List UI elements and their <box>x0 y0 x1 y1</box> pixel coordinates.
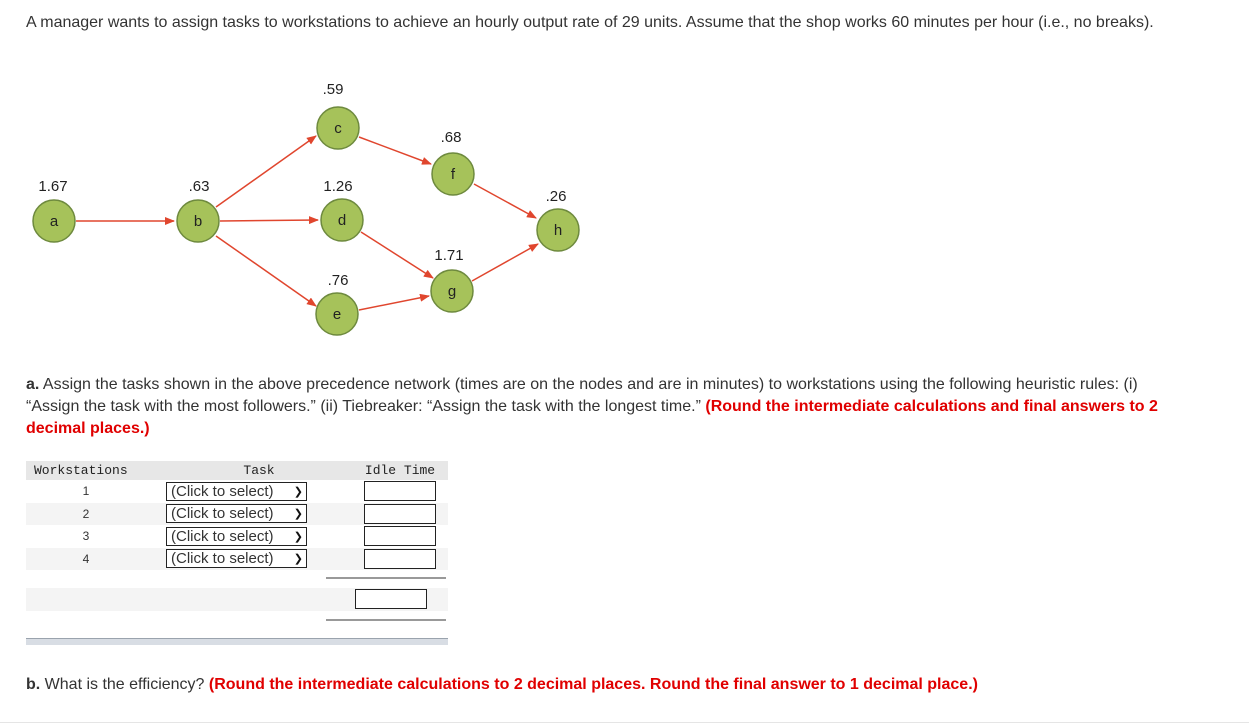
node-g-time: 1.71 <box>434 247 464 264</box>
header-workstations: Workstations <box>34 463 128 478</box>
node-b-time: .63 <box>188 178 210 195</box>
edge-b-d <box>220 220 318 221</box>
node-d <box>321 178 363 241</box>
header-idle-time: Idle Time <box>364 463 436 478</box>
total-divider-top <box>326 577 446 579</box>
task-select-value: (Click to select) <box>171 505 274 523</box>
header-task: Task <box>243 463 275 478</box>
task-select-value: (Click to select) <box>171 527 274 545</box>
node-e <box>316 272 358 335</box>
edge-b-c <box>216 136 316 207</box>
idle-time-input-2[interactable] <box>364 504 436 524</box>
workstation-number: 1 <box>82 484 90 499</box>
node-a-label: a <box>49 213 59 230</box>
part-a-instruction: (Round the intermediate calculations and final answers to 2 decimal places.) <box>26 398 1158 437</box>
task-select-value: (Click to select) <box>171 482 274 500</box>
total-divider-bottom <box>326 619 446 621</box>
chevron-down-icon: ❯ <box>293 530 303 543</box>
workstation-number: 3 <box>82 529 90 544</box>
edge-b-e <box>216 236 316 306</box>
node-c-time: .59 <box>322 81 344 98</box>
node-c <box>317 81 359 149</box>
node-h-label: h <box>553 222 563 239</box>
total-idle-time-input[interactable] <box>355 589 427 609</box>
node-f-time: .68 <box>440 129 462 146</box>
idle-time-input-1[interactable] <box>364 481 436 501</box>
table-header <box>26 461 448 480</box>
task-select-2[interactable] <box>166 504 307 523</box>
node-a-time: 1.67 <box>38 178 68 195</box>
node-d-label: d <box>337 212 347 229</box>
node-h <box>537 188 579 251</box>
table-row <box>26 503 448 526</box>
node-g-label: g <box>447 283 457 300</box>
node-b <box>177 178 219 242</box>
node-d-time: 1.26 <box>323 178 353 195</box>
part-b-question <box>26 674 1176 696</box>
node-e-time: .76 <box>327 272 349 289</box>
task-select-value: (Click to select) <box>171 550 274 568</box>
edge-e-g <box>359 296 429 310</box>
part-b-label: b. <box>26 676 41 693</box>
precedence-network <box>0 60 620 340</box>
part-a-question <box>26 374 1176 440</box>
workstation-table <box>26 461 448 570</box>
node-f <box>432 129 474 195</box>
problem-intro: A manager wants to assign tasks to workstations to achieve an hourly output rate of 29 units. Assume that the shop works 60 minutes per hour (i.e., no breaks). <box>26 14 1154 31</box>
table-footer-bar <box>26 638 448 645</box>
node-c-label: c <box>334 120 342 137</box>
chevron-down-icon: ❯ <box>293 553 303 566</box>
page-divider <box>0 722 1249 723</box>
table-row <box>26 480 448 503</box>
table-row <box>26 548 448 571</box>
part-a-text: Assign the tasks shown in the above precedence network (times are on the nodes and are in minutes) to workstations using the following heuristic rules: (i) “Assign the task with the most followers.” (ii) Tiebreaker: “Assign the task with the longest time.” <box>26 376 1138 415</box>
edge-g-h <box>472 244 538 281</box>
node-b-label: b <box>193 213 203 230</box>
node-h-time: .26 <box>545 188 567 205</box>
workstation-number: 4 <box>82 551 90 566</box>
idle-time-input-3[interactable] <box>364 526 436 546</box>
edge-f-h <box>474 184 536 218</box>
table-row <box>26 525 448 548</box>
chevron-down-icon: ❯ <box>293 508 303 521</box>
idle-time-input-4[interactable] <box>364 549 436 569</box>
part-b-text: What is the efficiency? <box>40 676 209 693</box>
node-e-label: e <box>332 306 342 323</box>
part-b-instruction: (Round the intermediate calculations to 2 decimal places. Round the final answer to 1 decimal place.) <box>208 676 978 693</box>
edge-c-f <box>359 137 431 164</box>
workstation-number: 2 <box>82 506 90 521</box>
part-a-label: a. <box>26 376 40 393</box>
task-select-1[interactable] <box>166 482 307 501</box>
task-select-3[interactable] <box>166 527 307 546</box>
edge-d-g <box>361 232 433 278</box>
node-f-label: f <box>450 166 456 183</box>
task-select-4[interactable] <box>166 549 307 568</box>
chevron-down-icon: ❯ <box>293 485 303 498</box>
node-g <box>431 247 473 312</box>
node-a <box>33 178 75 242</box>
